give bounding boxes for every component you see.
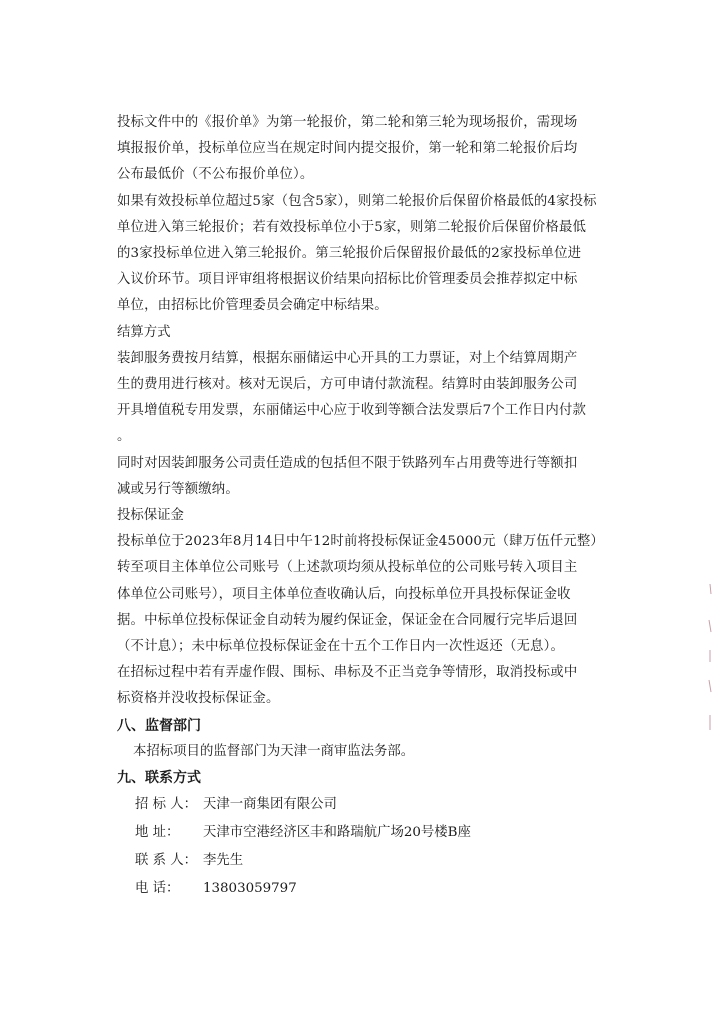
text-line: 开具增值税专用发票，东丽储运中心应于收到等额合法发票后7个工作日内付款 [117,403,587,419]
contact-row-person [117,847,603,875]
text-line: 转至项目主体单位公司账号（上述款项均须从投标单位的公司账号转入项目主 [117,560,578,576]
section-8-heading: 八、监督部门 [117,717,201,734]
settlement-title: 结算方式 [117,324,171,340]
contact-label: 电 话： [135,881,180,897]
text-line: 单位，由招标比价管理委员会确定中标结果。 [117,298,388,314]
text-line: 公布最低价（不公布报价单位）。 [117,167,314,183]
contact-value: 天津一商集团有限公司 [203,797,337,813]
settlement-paragraph [117,346,603,451]
contact-value: 13803059797 [203,881,297,897]
text-line: 填报报价单，投标单位应当在规定时间内提交报价，第一轮和第二轮报价后均 [117,141,578,157]
margin-scan-marks [704,580,716,750]
contact-label: 联 系 人： [135,853,198,869]
document-body [117,110,603,903]
text-line: 投标文件中的《报价单》为第一轮报价，第二轮和第三轮为现场报价，需现场 [117,115,578,130]
text-line: 单位进入第三轮报价；若有效投标单位小于5家，则第二轮报价后保留价格最低 [117,219,587,235]
text-line: 的3家投标单位进入第三轮报价。第三轮报价后保留报价最低的2家投标单位进 [117,246,582,262]
text-line: 在招标过程中若有弄虚作假、围标、串标及不正当竞争等情形，取消投标或中 [117,665,578,681]
section-9-heading: 九、联系方式 [117,770,201,787]
text-line: 生的费用进行核对。核对无误后，方可申请付款流程。结算时由装卸服务公司 [117,377,578,393]
section-8-body: 本招标项目的监督部门为天津一商审监法务部。 [133,743,415,759]
text-line: 。 [117,429,131,445]
text-line: 标资格并没收投标保证金。 [117,691,280,707]
contact-value: 天津市空港经济区丰和路瑞航广场20号楼B座 [203,825,471,841]
text-line: （不计息）；未中标单位投标保证金在十五个工作日内一次性返还（无息）。 [117,639,564,655]
contact-value: 李先生 [203,853,244,869]
text-line: 装卸服务费按月结算，根据东丽储运中心开具的工力票证，对上个结算周期产 [117,350,578,366]
contact-label: 地 址： [135,825,180,841]
deposit-title: 投标保证金 [117,508,184,524]
text-line: 如果有效投标单位超过5家（包含5家），则第二轮报价后保留价格最低的4家投标 [117,193,597,209]
deduction-paragraph [117,451,603,503]
text-line: 同时对因装卸服务公司责任造成的包括但不限于铁路列车占用费等进行等额扣 [117,455,578,471]
contact-row-address [117,819,603,847]
contact-label: 招 标 人： [135,797,198,813]
text-line: 体单位公司账号），项目主体单位查收确认后，向投标单位开具投标保证金收 [117,586,571,602]
round-rules-paragraph [117,110,603,189]
elimination-rules-paragraph [117,189,603,320]
text-line: 入议价环节。项目评审组将根据议价结果向招标比价管理委员会推荐拟定中标 [117,272,578,288]
text-line: 据。中标单位投标保证金自动转为履约保证金，保证金在合同履行完毕后退回 [117,612,578,628]
text-line: 减或另行等额缴纳。 [117,481,239,497]
deposit-paragraph [117,529,603,712]
text-line: 投标单位于2023年8月14日中午12时前将投标保证金45000元（肆万伍仟元整） [117,534,604,550]
contact-row-phone [117,875,603,903]
contact-row-tenderer [117,791,603,819]
